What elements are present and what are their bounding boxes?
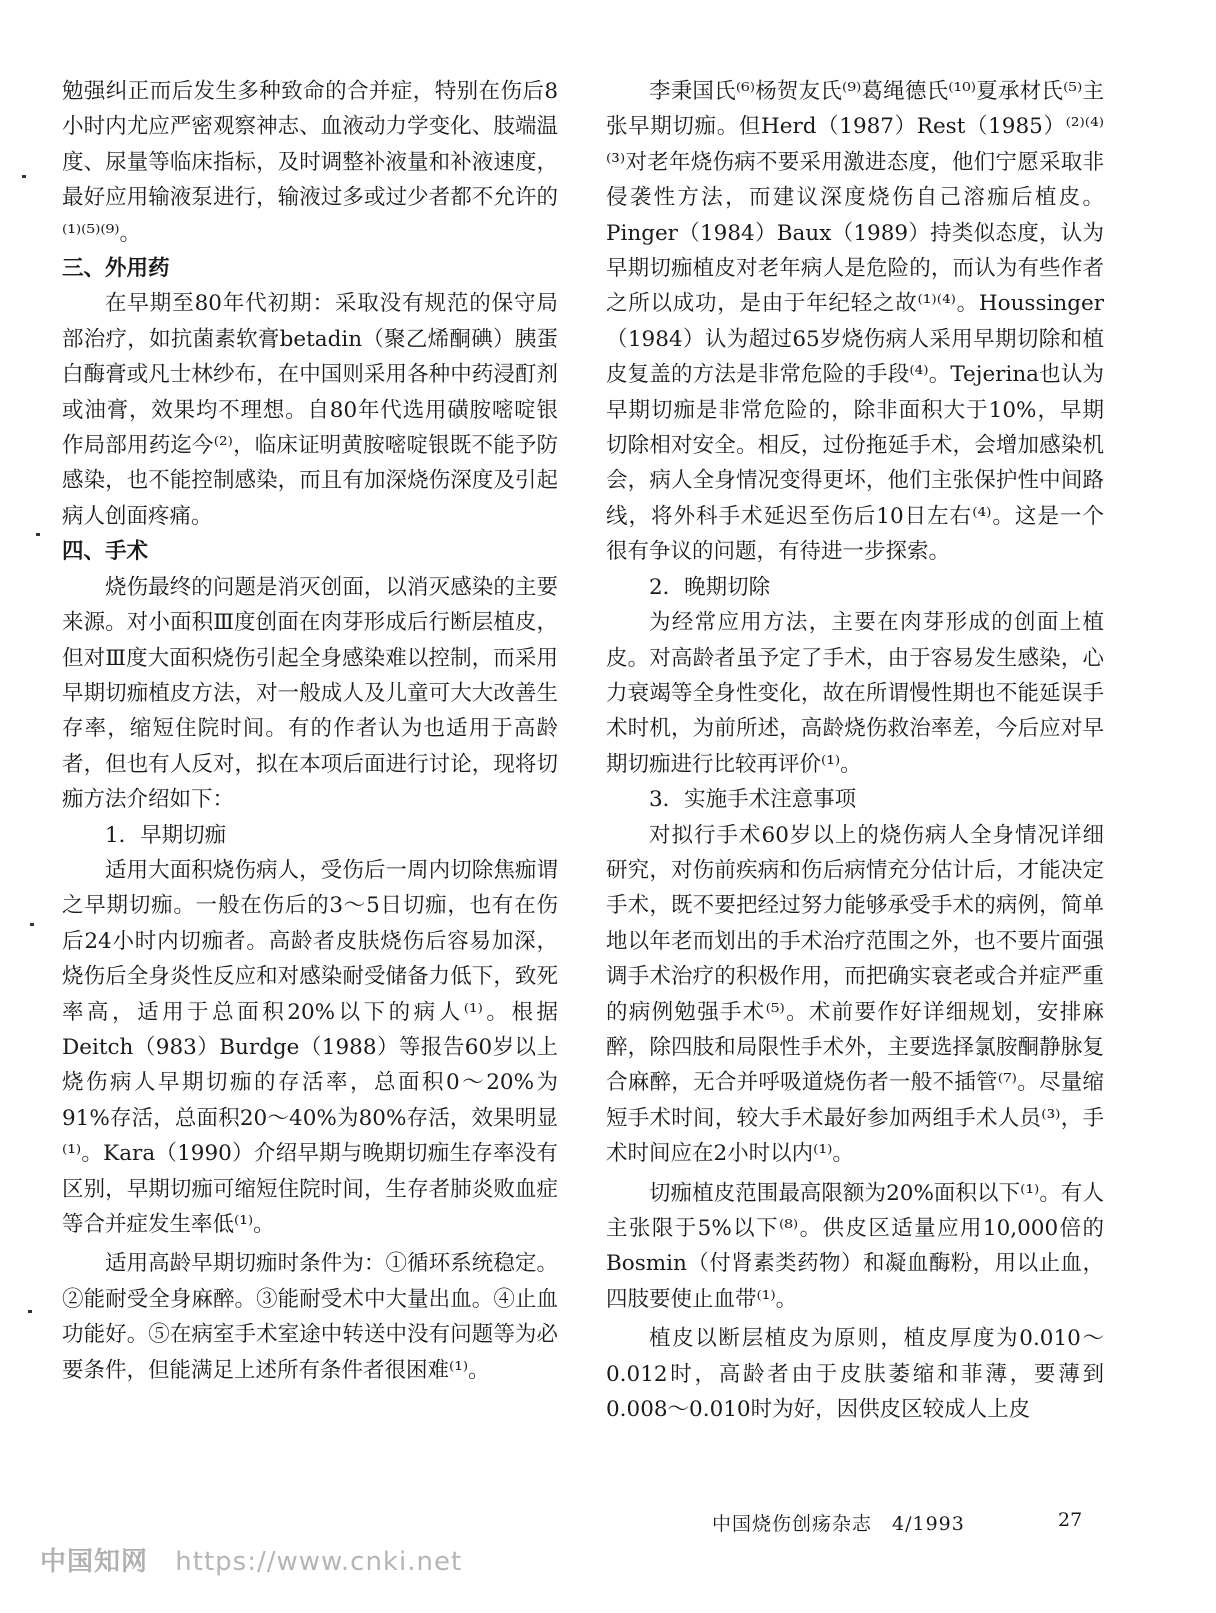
scan-speck (36, 533, 40, 536)
page-number: 27 (1058, 1509, 1083, 1531)
left-column (62, 74, 558, 1388)
paragraph: 在早期至80年代初期：采取没有规范的保守局部治疗，如抗菌素软膏betadin（聚乙烯酮碘）胰蛋白酶膏或凡士林纱布，在中国则采用各种中药浸酊剂或油膏，效果均不理想。自80年代选用磺胺嘧啶银作局部用药迄今⁽²⁾，临床证明黄胺嘧啶银既不能予防感染，也不能控制感染，而且有加深烧伤深度及引起病人创面疼痛。 (62, 291, 558, 529)
paragraph: 对拟行手术60岁以上的烧伤病人全身情况详细研究，对伤前疾病和伤后病情充分估计后，才能决定手术，既不要把经过努力能够承受手术的病例，简单地以年老而划出的手术治疗范围之外，也不要片面强调手术治疗的积极作用，而把确实衰老或合并症严重的病例勉强手术⁽⁵⁾。术前要作好详细规划，安排麻醉，除四肢和局限性手术外，主要选择氯胺酮静脉复合麻醉，无合并呼吸道烧伤者一般不插管⁽⁷⁾。尽量缩短手术时间，较大手术最好参加两组手术人员⁽³⁾，手术时间应在2小时以内⁽¹⁾。 (606, 822, 1104, 1167)
watermark-url: https://www.cnki.net (175, 1547, 463, 1577)
paragraph: 烧伤最终的问题是消灭创面，以消灭感染的主要来源。对小面积Ⅲ度创面在肉芽形成后行断层植皮，但对Ⅲ度大面积烧伤引起全身感染难以控制，而采用早期切痂植皮方法，对一般成人及儿童可大大改善生存率，缩短住院时间。有的作者认为也适用于高龄者，但也有人反对，拟在本项后面进行讨论，现将切痂方法介绍如下： (62, 574, 558, 813)
scan-speck (28, 1310, 32, 1313)
scan-speck (30, 923, 34, 926)
section-heading: 三、外用药 (62, 256, 170, 282)
scan-speck (22, 175, 26, 178)
paragraph: 切痂植皮范围最高限额为20%面积以下⁽¹⁾。有人主张限于5%以下⁽⁸⁾。供皮区适量应用10,000倍的Bosmin（付肾素类药物）和凝血酶粉，用以止血，四肢要使止血带⁽¹⁾。 (606, 1180, 1104, 1312)
paragraph: 适用大面积烧伤病人，受伤后一周内切除焦痂谓之早期切痂。一般在伤后的3～5日切痂，也有在伤后24小时内切痂者。高龄者皮肤烧伤后容易加深，烧伤后全身炎性反应和对感染耐受储备力低下，致死率高，适用于总面积20%以下的病人⁽¹⁾。根据Deitch（983）Burdge（1988）等报告60岁以上烧伤病人早期切痂的存活率，总面积0～20%为91%存活，总面积20～40%为80%存活，效果明显⁽¹⁾。Kara（1990）介绍早期与晚期切痂生存率没有区别，早期切痂可缩短住院时间，生存者肺炎败血症等合并症发生率低⁽¹⁾。 (62, 857, 558, 1237)
subsection-heading: 1．早期切痂 (105, 822, 227, 848)
journal-footer: 中国烧伤创疡杂志 4/1993 (712, 1513, 965, 1535)
watermark-logo: 中国知网 (40, 1547, 149, 1577)
subsection-heading: 2．晚期切除 (649, 574, 771, 600)
paragraph: 适用高龄早期切痂时条件为：①循环系统稳定。②能耐受全身麻醉。③能耐受术中大量出血。④止血功能好。⑤在病室手术室途中转送中没有问题等为必要条件，但能满足上述所有条件者很困难⁽¹⁾。 (62, 1251, 558, 1383)
paragraph: 勉强纠正而后发生多种致命的合并症，特别在伤后8小时内尤应严密观察神志、血液动力学变化、肢端温度、尿量等临床指标，及时调整补液量和补液速度，最好应用输液泵进行，输液过多或过少者都不允许的⁽¹⁾⁽⁵⁾⁽⁹⁾。 (62, 79, 558, 246)
right-column (606, 74, 1104, 1427)
paragraph: 为经常应用方法，主要在肉芽形成的创面上植皮。对高龄者虽予定了手术，由于容易发生感染，心力衰竭等全身性变化，故在所谓慢性期也不能延误手术时机，为前所述，高龄烧伤救治率差，今后应对早期切痂进行比较再评价⁽¹⁾。 (606, 610, 1104, 777)
paragraph: 李秉国氏⁽⁶⁾杨贺友氏⁽⁹⁾葛绳德氏⁽¹⁰⁾夏承材氏⁽⁵⁾主张早期切痂。但Herd（1987）Rest（1985）⁽²⁾⁽⁴⁾⁽³⁾对老年烧伤病不要采用激进态度，他们宁愿采取非侵袭性方法，而建议深度烧伤自己溶痂后植皮。Pinger（1984）Baux（1989）持类似态度，认为早期切痂植皮对老年病人是危险的，而认为有些作者之所以成功，是由于年纪轻之故⁽¹⁾⁽⁴⁾。Houssinger（1984）认为超过65岁烧伤病人采用早期切除和植皮复盖的方法是非常危险的手段⁽⁴⁾。Tejerina也认为早期切痂是非常危险的，除非面积大于10%，早期切除相对安全。相反，过份拖延手术，会增加感染机会，病人全身情况变得更坏，他们主张保护性中间路线，将外科手术延迟至伤后10日左右⁽⁴⁾。这是一个很有争议的问题，有待进一步探索。 (606, 79, 1104, 565)
subsection-heading: 3．实施手术注意事项 (649, 787, 857, 813)
watermark (40, 1541, 462, 1578)
paragraph: 植皮以断层植皮为原则，植皮厚度为0.010～0.012时，高龄者由于皮肤萎缩和菲薄，要薄到0.008～0.010时为好，因供皮区较成人上皮 (606, 1326, 1104, 1423)
section-heading: 四、手术 (62, 539, 149, 565)
